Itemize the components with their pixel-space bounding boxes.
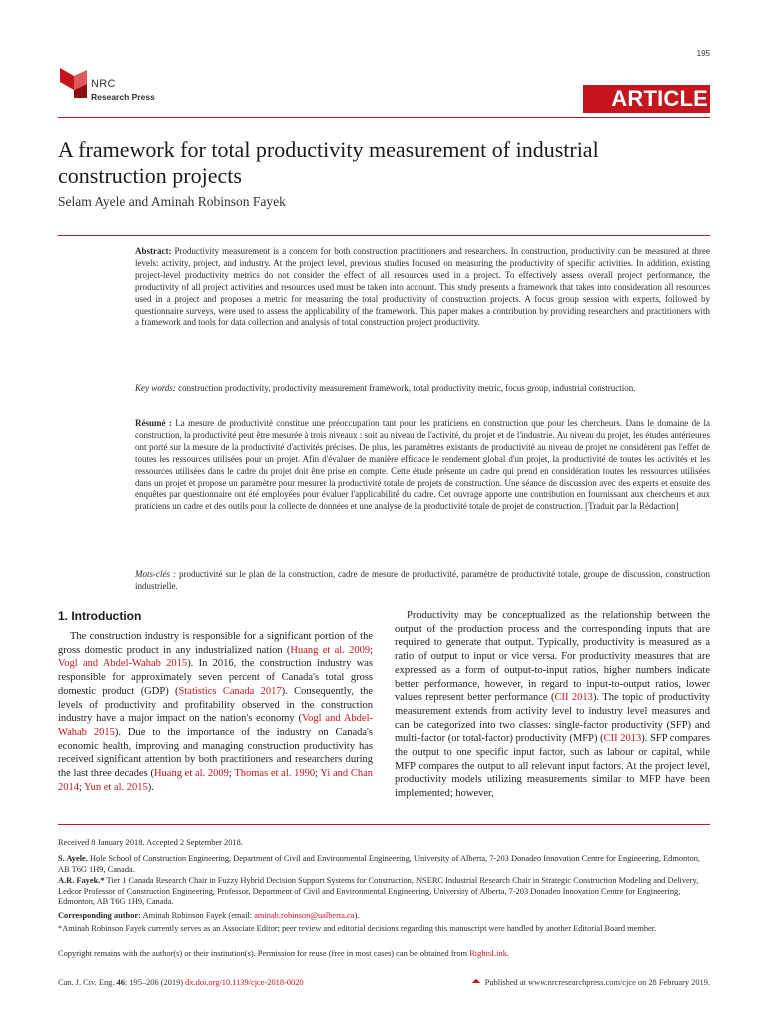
- title-divider: [58, 235, 710, 236]
- affiliation-ayele-text: Hole School of Construction Engineering, Department of Civil and Environmental Engineering, University of Alberta, 7-203 Donadeo Innovation Centre for Engineering, Edmonton, AB T6G 1H9, Canada.: [58, 854, 701, 874]
- corresponding-author: [58, 911, 710, 922]
- body-column-right: [395, 609, 710, 801]
- published-text: Published at www.nrcresearchpress.com/cjce on 28 February 2019.: [484, 978, 710, 987]
- body-text: ). The topic of productivity measurement extends from activity level to industry level measures and can be categorized into two classes: single-factor productivity (SFP) and multi-factor (or total-factor) productivity (MFP) (: [395, 692, 711, 745]
- keywords-label: Key words:: [135, 383, 176, 393]
- keywords-text: construction productivity, productivity measurement framework, total productivity metric, focus group, industrial construction.: [178, 383, 636, 393]
- copyright-end: .: [506, 949, 510, 958]
- citation-journal: Can. J. Civ. Eng.: [58, 978, 115, 987]
- citation-link[interactable]: Yun et al. 2015: [84, 781, 148, 793]
- corresponding-text: Aminah Robinson Fayek (email:: [142, 911, 255, 920]
- citation-link[interactable]: Vogl and Abdel-Wahab 2015: [58, 713, 373, 738]
- editor-note: *Aminah Robinson Fayek currently serves as an Associate Editor; peer review and editorial decisions regarding this manuscript were handled by another Editorial Board member.: [58, 924, 657, 933]
- nrc-logo-mark-icon: [58, 66, 88, 100]
- mots-cles: [135, 569, 710, 593]
- section-heading: 1. Introduction: [58, 609, 142, 623]
- body-text: ;: [228, 768, 235, 780]
- citation-link[interactable]: CII 2013: [554, 692, 593, 704]
- body-text: ). Due to the importance of the industry on Canada's economic health, improving and managing construction productivity has received significant attention by both practitioners and researchers during the last three decades (: [58, 726, 374, 780]
- corresponding-label: Corresponding author:: [58, 911, 141, 920]
- resume-text: La mesure de productivité constitue une préoccupation tant pour les praticiens en construction que pour les chercheurs. Dans le domaine de la construction, la productivité peut être mesurée à trois niveaux : soit au niveau de l'activité, du projet et de l'industrie. Au niveau du projet, les études antérieures ont porté sur la mesure de la productivité d'activités précises. De plus, les paramètres existants de productivité au niveau de projet ne considèrent pas l'effet de toutes les ressources utilisées pour un projet. Afin d'évaluer de manière efficace le rendement global d'un projet, la productivité de toutes les activités et les ressources utilisées dans le cadre du projet doit être prise en compte. Cette étude présente un cadre qui prend en considération toutes les ressources utilisées dans un projet et propose un paramètre pour mesurer la productivité totale de projets de construction. Une séance de discussion avec des experts et ensuite des enquêtes par questionnaire ont été employées pour évaluer l'applicabilité du cadre. Cet ouvrage apporte une contribution en fournissant aux chercheurs et aux praticiens un cadre et des outils pour la collecte de données et une analyse de la productivité totale de projet de construction. [Traduit par la Rédaction]: [135, 418, 711, 512]
- affiliation-fayek: [58, 876, 710, 908]
- citation-link[interactable]: Vogl and Abdel-Wahab 2015: [58, 658, 188, 670]
- corresponding-end: ).: [354, 911, 360, 920]
- journal-citation: [58, 978, 304, 987]
- affiliation-ayele-name: S. Ayele.: [58, 854, 88, 863]
- body-text: ). SFP compares the output to one specific input factor, such as labour or capital, while MFP compares the output to all relevant input factors. At the project level, productivity models utilizing measurements similar to MFP have been implemented; however,: [395, 733, 711, 800]
- citation-volume: 46: [116, 978, 125, 987]
- citation-link[interactable]: CII 2013: [603, 733, 642, 745]
- citation-link[interactable]: Yi and Chan 2014: [58, 768, 374, 793]
- received-dates: Received 8 January 2018. Accepted 2 September 2018.: [58, 838, 243, 847]
- abstract-text: Productivity measurement is a concern for both construction practitioners and researchers. In construction, productivity can be measured at three levels: activity, project, and industry. At the project level, previous studies focused on measuring the productivity of specific activities. In addition, existing project-level productivity metrics do not consider the effect of all resources used in a project. To effectively assess overall project performance, the productivity of all project activities and resources used must be taken into account. This study presents a framework that takes into consideration all resources used in a project and proposes a metric for measuring the total productivity of construction projects. A focus group session with experts, followed by questionnaire surveys, were used to assess the applicability of the framework. This paper makes a contribution by providing researchers and practitioners with a framework and tools for data collection and analysis of total construction project productivity.: [135, 246, 711, 328]
- logo-research-press-text: Research Press: [91, 92, 155, 102]
- body-text: ). In 2016, the construction industry was responsible for approximately seven percent of Canada's total gross domestic product (GDP) (: [58, 658, 373, 697]
- citation-link[interactable]: Statistics Canada 2017: [178, 685, 282, 697]
- body-text: The construction industry is responsible for a significant portion of the gross domestic product in any industrialized nation (: [58, 631, 373, 656]
- logo-nrc-text: NRC: [91, 78, 116, 90]
- body-column-left: [58, 630, 373, 794]
- header-divider: [58, 117, 710, 118]
- affiliation-ayele: [58, 854, 710, 875]
- body-text: ;: [370, 644, 373, 656]
- paper-title: A framework for total productivity measurement of industrial construction projects: [58, 137, 599, 188]
- citation-link[interactable]: Huang et al. 2009: [153, 768, 229, 780]
- footnote-divider: [58, 824, 710, 825]
- citation-link[interactable]: Thomas et al. 1990: [234, 768, 316, 780]
- resume-label: Résumé :: [135, 418, 172, 428]
- published-arrow-icon: [471, 979, 479, 987]
- body-text: Productivity may be conceptualized as the relationship between the output of the production process and the corresponding inputs that are required to generate that output. Typically, productivity is measured as a ratio of output to input or vice versa. For productivity measures that are expressed as a form of output-to-input ratios, higher numbers indicate better performance, however, in regard to input-to-output ratios, lower values represent better performance (: [395, 610, 710, 704]
- copyright-note: [58, 949, 710, 960]
- body-text: ).: [147, 781, 154, 793]
- citation-pages: : 195–206 (2019): [124, 978, 186, 987]
- nrc-logo: [58, 66, 158, 110]
- keywords: [135, 383, 710, 395]
- author-list: Selam Ayele and Aminah Robinson Fayek: [58, 194, 286, 209]
- body-text: ). Consequently, the levels of productivity and profitability observed in the construction industry have a major impact on the nation's economy (: [58, 685, 373, 725]
- body-text: ;: [79, 781, 85, 793]
- body-text: ;: [315, 768, 321, 780]
- doi-link[interactable]: dx.doi.org/10.1139/cjce-2018-0020: [185, 978, 304, 987]
- resume: [135, 418, 710, 513]
- published-note: [473, 978, 710, 987]
- corresponding-email-link[interactable]: aminah.robinson@ualberta.ca: [254, 911, 355, 920]
- mots-cles-text: productivité sur le plan de la construction, cadre de mesure de productivité, paramètre de productivité totale, groupe de discussion, construction industrielle.: [135, 569, 710, 591]
- affiliation-fayek-text: Tier 1 Canada Research Chair in Fuzzy Hybrid Decision Support Systems for Construction, NSERC Industrial Research Chair in Strategic Construction Modeling and Delivery, Ledcor Professor of Construction Engineering, Professor, Department of Civil and Environmental Engineering, University of Alberta, 7-203 Donadeo Innovation Centre for Engineering, Edmonton, AB T6G 1H9, Canada.: [58, 876, 699, 907]
- article-banner: ARTICLE: [583, 85, 710, 113]
- mots-cles-label: Mots-clés :: [135, 569, 176, 579]
- copyright-text: Copyright remains with the author(s) or their institution(s). Permission for reuse (free in most cases) can be obtained from: [58, 949, 470, 958]
- affiliation-fayek-name: A.R. Fayek.*: [58, 876, 105, 885]
- rightslink-link[interactable]: RightsLink: [469, 949, 507, 958]
- page-number: 195: [696, 49, 710, 58]
- abstract: [135, 246, 710, 329]
- abstract-label: Abstract:: [135, 246, 172, 256]
- citation-link[interactable]: Huang et al. 2009: [290, 644, 371, 656]
